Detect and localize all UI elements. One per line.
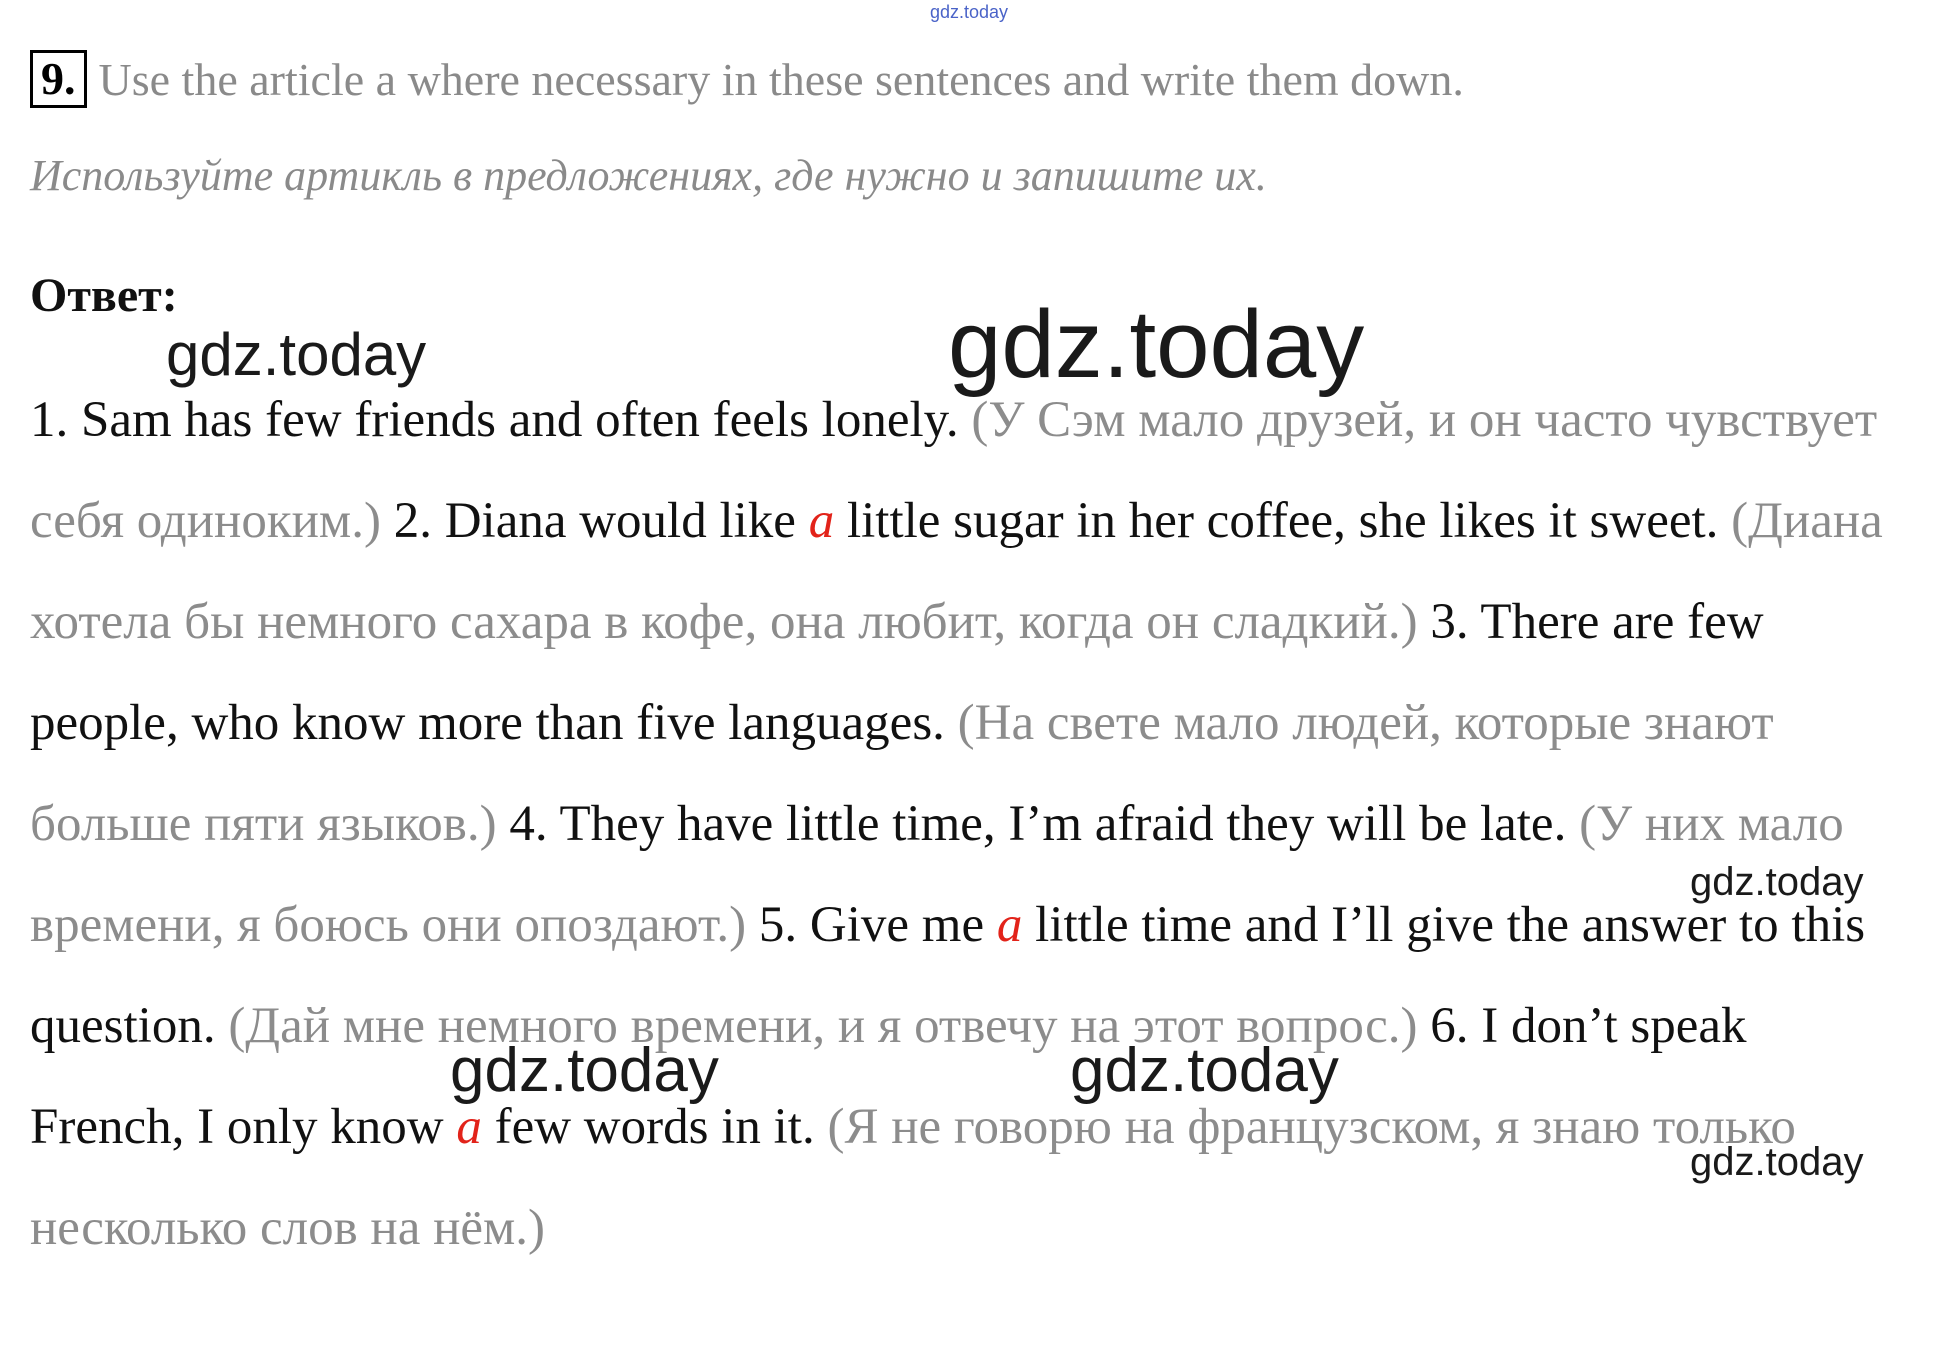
answer-6-ru: (Я не говорю на французском, я знаю только несколько слов на нём.) — [30, 1099, 1796, 1256]
watermark-text: gdz.today — [450, 1036, 719, 1105]
answer-2-article: a — [808, 493, 835, 549]
answer-6-article: a — [456, 1099, 482, 1155]
answer-2-en-before: 2. Diana would like — [393, 493, 796, 549]
watermark-text: gdz.today — [1690, 1140, 1864, 1184]
answer-4-ru: (У них мало времени, я боюсь они опоздают.) — [30, 796, 1844, 953]
answer-1-en: 1. Sam has few friends and often feels lonely. — [30, 392, 959, 448]
answer-5-en-after: little time and I’ll give the answer to this question. — [30, 897, 1866, 1054]
watermark-text: gdz.today — [166, 321, 427, 388]
answer-2-ru: (Диана хотела бы немного сахара в кофе, она любит, когда он сладкий.) — [30, 493, 1883, 650]
task-instruction-en: Use the article a where necessary in these sentences and write them down. — [98, 53, 1464, 105]
watermark-text: gdz.today — [1690, 860, 1864, 904]
answer-2-en-after: little sugar in her coffee, she likes it sweet. — [846, 493, 1719, 549]
answer-5-en-before: 5. Give me — [758, 897, 985, 953]
answer-6-en-before: 6. I don’t speak French, I only know — [30, 998, 1747, 1155]
answer-4-en: 4. They have little time, I’m afraid they will be late. — [509, 796, 1567, 852]
watermark-text-large: gdz.today — [948, 291, 1365, 398]
answer-5-ru: (Дай мне немного времени, и я отвечу на этот вопрос.) — [228, 998, 1418, 1054]
top-watermark: gdz.today — [930, 2, 1009, 22]
answer-1-ru: (У Сэм мало друзей, и он часто чувствует себя одиноким.) — [30, 392, 1878, 549]
answer-6-en-after: few words in it. — [494, 1099, 815, 1155]
task-number: 9. — [30, 50, 87, 108]
task-instruction-ru: Используйте артикль в предложениях, где нужно и запишите их. — [30, 151, 1267, 200]
answer-body — [30, 370, 1910, 1279]
task-header — [30, 50, 1464, 108]
answer-label: Ответ: — [30, 269, 178, 322]
answer-5-article: a — [996, 897, 1023, 953]
watermark-text: gdz.today — [1070, 1036, 1339, 1105]
answer-3-en: 3. There are few people, who know more than five languages. — [30, 594, 1764, 751]
answer-3-ru: (На свете мало людей, которые знают больше пяти языков.) — [30, 695, 1774, 852]
